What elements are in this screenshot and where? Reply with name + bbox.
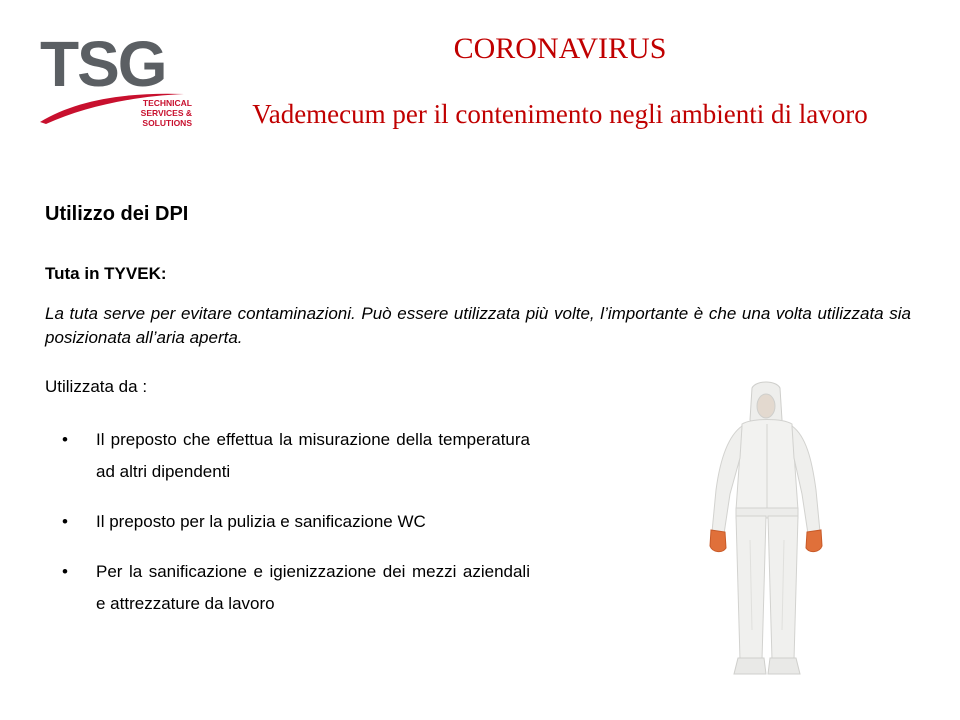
logo-tagline bbox=[122, 98, 192, 128]
list-item bbox=[60, 424, 530, 488]
list-item bbox=[60, 506, 530, 538]
protective-suit-image bbox=[690, 380, 840, 680]
description-text: La tuta serve per evitare contaminazioni. Può essere utilizzata più volte, l’importante è che una volta utilizzata sia posizionata all’aria aperta. bbox=[45, 304, 911, 347]
page-title: CORONAVIRUS bbox=[453, 32, 667, 65]
list-item-text: Per la sanificazione e igienizzazione dei mezzi aziendali e attrezzature da lavoro bbox=[96, 562, 530, 613]
page-subtitle: Vademecum per il contenimento negli ambienti di lavoro bbox=[252, 99, 868, 129]
logo-tagline-line2: SERVICES & SOLUTIONS bbox=[140, 108, 192, 128]
bullet-icon: • bbox=[62, 512, 68, 531]
item-heading: Tuta in TYVEK: bbox=[45, 264, 167, 283]
list-item bbox=[60, 556, 530, 620]
logo-tagline-line1: TECHNICAL bbox=[142, 98, 192, 108]
list-item-text: Il preposto per la pulizia e sanificazione WC bbox=[96, 512, 426, 531]
list-item-text: Il preposto che effettua la misurazione della temperatura ad altri dipendenti bbox=[96, 430, 530, 481]
logo-letters: TSG bbox=[40, 28, 166, 100]
company-logo bbox=[36, 30, 196, 126]
section-heading: Utilizzo dei DPI bbox=[45, 203, 189, 225]
usage-list bbox=[60, 424, 530, 638]
used-by-label: Utilizzata da : bbox=[45, 377, 148, 396]
bullet-icon: • bbox=[62, 430, 68, 449]
bullet-icon: • bbox=[62, 562, 68, 581]
